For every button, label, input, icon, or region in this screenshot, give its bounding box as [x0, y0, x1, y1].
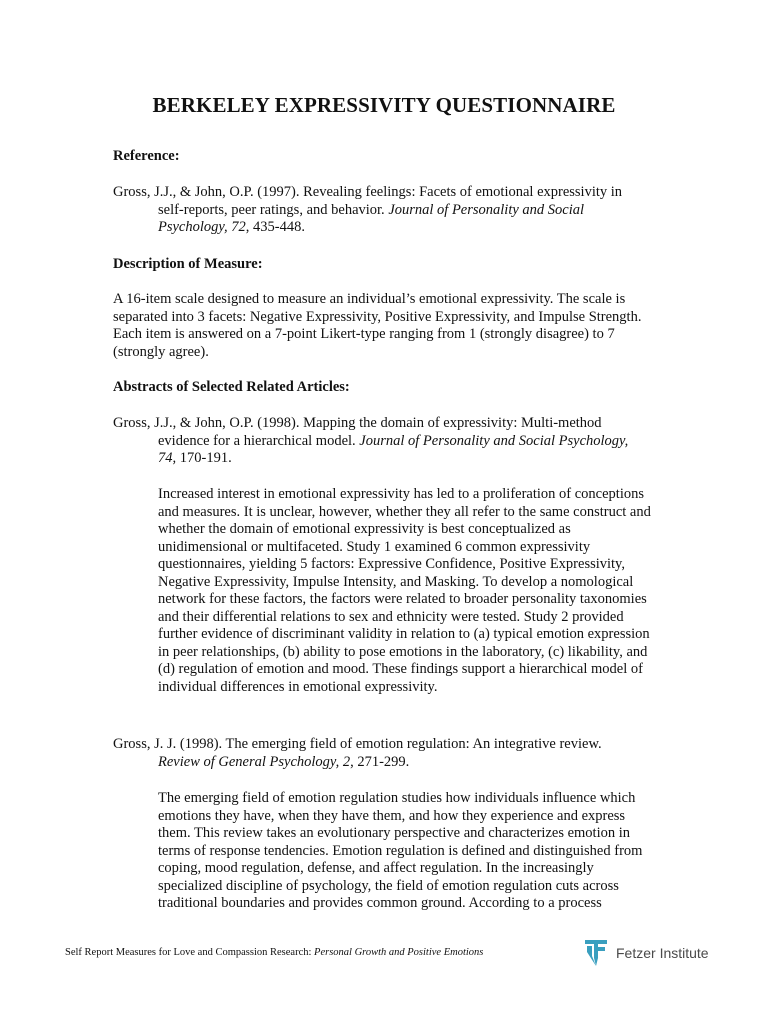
- reference-journal-volume: Psychology, 72: [158, 219, 246, 235]
- article-1-citation: [113, 415, 658, 468]
- article-1-volume: 74,: [158, 450, 177, 466]
- fetzer-logo: [584, 938, 724, 968]
- article-1-line-3: [113, 450, 658, 468]
- reference-pages: , 435-448.: [245, 219, 306, 235]
- article-1-line-1: Gross, J.J., & John, O.P. (1998). Mapping the domain of expressivity: Multi-method: [113, 415, 602, 431]
- article-1-line-2-text: evidence for a hierarchical model.: [158, 432, 360, 449]
- article-2-abstract: The emerging field of emotion regulation studies how individuals influence which emotions they have, when they have them, and how they experience and express them. This review takes an evolutionary perspective and characterizes emotion in terms of response tendencies. Emotion regulation is defined and distinguished from coping, mood regulation, defense, and affect regulation. In the increasingly specialized discipline of psychology, the field of emotion regulation cuts across traditional boundaries and provides common ground. According to a process: [158, 790, 643, 911]
- article-1-line-2: [113, 433, 658, 451]
- article-2-journal: Review of General Psychology, 2: [158, 753, 351, 770]
- description-heading: Description of Measure:: [113, 256, 263, 272]
- article-2-line-2: [113, 754, 658, 772]
- document-title: BERKELEY EXPRESSIVITY QUESTIONNAIRE: [152, 93, 616, 117]
- reference-line-2: [113, 202, 658, 220]
- article-1-journal: Journal of Personality and Social Psychology,: [359, 432, 629, 449]
- article-1-abstract: Increased interest in emotional expressivity has led to a proliferation of conceptions and measures. It is unclear, however, whether they all refer to the same construct and whether the domain of emotional expressivity is best conceptualized as unidimensional or multifaceted. Study 1 examined 6 common expressivity questionnaires, yielding 5 factors: Expressive Confidence, Positive Expressivity, Negative Expressivity, Impulse Intensity, and Masking. To develop a nomological network for these factors, the factors were related to broader personality taxonomies and their differential relations to sex and ethnicity were tested. Study 2 provided further evidence of discriminant validity in relation to (a) typical emotion expression in peer relationships, (b) ability to pose emotions in the laboratory, (c) likability, and (d) regulation of emotion and mood. These findings support a hierarchical model of individual differences in emotional expressivity.: [158, 486, 651, 695]
- reference-journal: Journal of Personality and Social: [388, 201, 585, 218]
- page-footer: [65, 947, 483, 958]
- article-1-pages: 170-191.: [176, 450, 232, 466]
- reference-citation: [113, 184, 658, 237]
- reference-line-3: [113, 219, 658, 237]
- article-2-line-1: Gross, J. J. (1998). The emerging field of emotion regulation: An integrative review.: [113, 736, 602, 752]
- reference-line-2-text: self-reports, peer ratings, and behavior.: [158, 201, 389, 218]
- fetzer-logo-text: Fetzer Institute: [616, 945, 709, 961]
- reference-heading: Reference:: [113, 148, 180, 164]
- article-2-pages: , 271-299.: [350, 753, 410, 770]
- article-2-citation: [113, 736, 658, 771]
- footer-text: Self Report Measures for Love and Compassion Research:: [65, 947, 315, 958]
- footer-subtitle: Personal Growth and Positive Emotions: [314, 947, 484, 958]
- reference-line-1: Gross, J.J., & John, O.P. (1997). Revealing feelings: Facets of emotional expressivity in: [113, 184, 623, 200]
- description-text: A 16-item scale designed to measure an individual’s emotional expressivity. The scale is separated into 3 facets: Negative Expressivity, Positive Expressivity, and Impulse Strength. Each item is answered on a 7-point Likert-type ranging from 1 (strongly disagree) to 7 (strongly agree).: [113, 291, 642, 360]
- fetzer-shield-icon: [584, 938, 608, 968]
- abstracts-heading: Abstracts of Selected Related Articles:: [113, 379, 350, 395]
